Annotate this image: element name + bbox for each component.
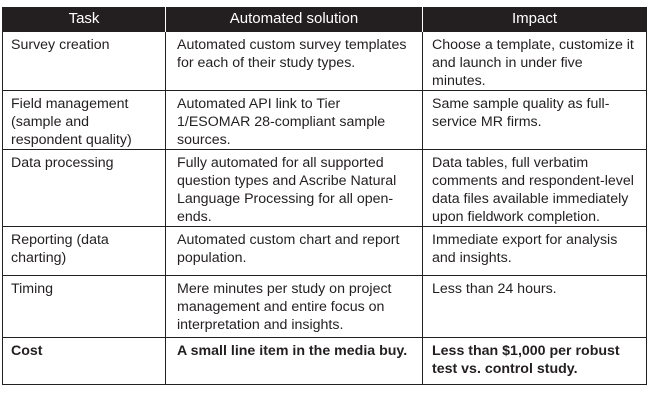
comparison-table-container xyxy=(2,7,646,385)
impact-cell: Less than 24 hours. xyxy=(423,276,647,338)
solution-cell: Fully automated for all supported question types and Ascribe Natural Language Processing for all open-ends. xyxy=(166,150,423,227)
task-cell: Field management (sample and respondent quality) xyxy=(3,91,166,150)
task-cell: Reporting (data charting) xyxy=(3,227,166,276)
task-cell: Cost xyxy=(3,338,166,385)
impact-cell: Immediate export for analysis and insights. xyxy=(423,227,647,276)
impact-cell: Same sample quality as full-service MR firms. xyxy=(423,91,647,150)
table-row xyxy=(3,32,647,91)
table-row xyxy=(3,227,647,276)
header-automated-solution: Automated solution xyxy=(166,7,423,32)
solution-cell: Automated API link to Tier 1/ESOMAR 28-compliant sample sources. xyxy=(166,91,423,150)
task-cell: Data processing xyxy=(3,150,166,227)
header-task: Task xyxy=(3,7,166,32)
solution-cell: Mere minutes per study on project management and entire focus on interpretation and insights. xyxy=(166,276,423,338)
impact-cell: Data tables, full verbatim comments and respondent-level data files available immediately upon fieldwork completion. xyxy=(423,150,647,227)
solution-cell: Automated custom chart and report population. xyxy=(166,227,423,276)
solution-cell: A small line item in the media buy. xyxy=(166,338,423,385)
table-row xyxy=(3,150,647,227)
header-impact: Impact xyxy=(423,7,647,32)
task-cell: Survey creation xyxy=(3,32,166,91)
table-row xyxy=(3,276,647,338)
table-row xyxy=(3,91,647,150)
table-header-row xyxy=(3,7,647,32)
table-row-cost xyxy=(3,338,647,385)
impact-cell: Choose a template, customize it and launch in under five minutes. xyxy=(423,32,647,91)
task-cell: Timing xyxy=(3,276,166,338)
impact-cell: Less than $1,000 per robust test vs. control study. xyxy=(423,338,647,385)
automation-comparison-table xyxy=(2,7,647,385)
solution-cell: Automated custom survey templates for each of their study types. xyxy=(166,32,423,91)
